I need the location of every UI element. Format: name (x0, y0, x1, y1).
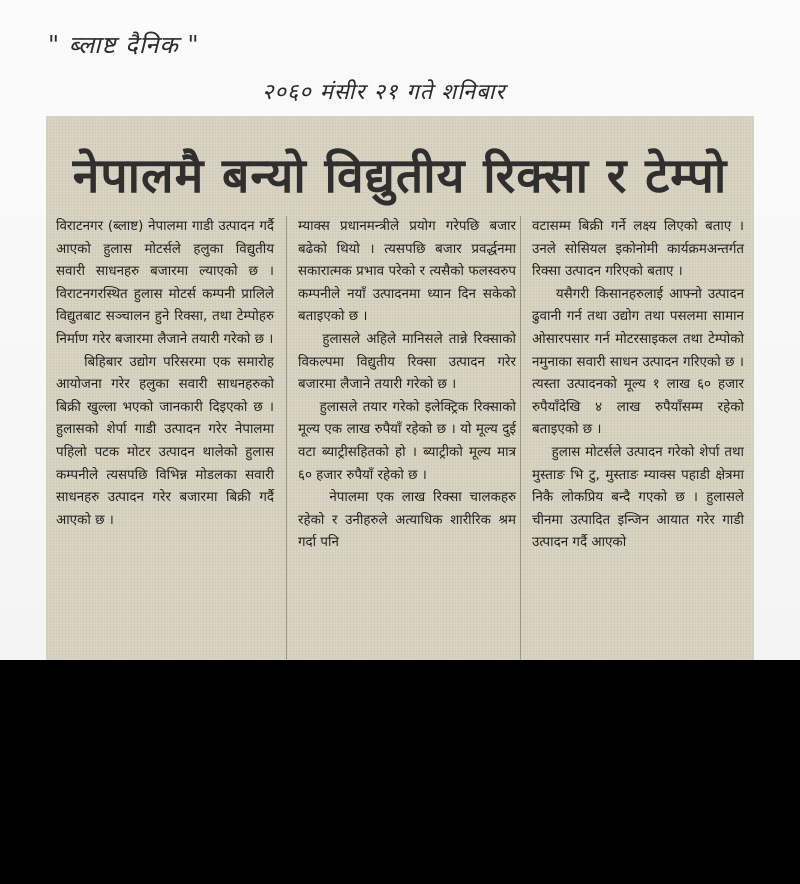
handwritten-source-note: " ब्लाष्ट दैनिक " (48, 31, 200, 59)
article-headline: नेपालमै बन्यो विद्युतीय रिक्सा र टेम्पो (72, 148, 728, 204)
handwritten-date-note: २०६० मंसीर २१ गते शनिबार (262, 80, 506, 105)
column-divider (520, 216, 521, 660)
news-clipping (46, 116, 754, 660)
column-divider (286, 216, 287, 660)
article-column-2: म्याक्स प्रधानमन्त्रीले प्रयोग गरेपछि बजार बढेको थियो । त्यसपछि बजार प्रवर्द्धनमा सकारात्मक प्रभाव परेको र त्यसैको फलस्वरुप कम्पनीले नयाँ उत्पादनमा ध्यान दिन सकेको बताइएको छ । हुलासले अहिले मानिसले तान्ने रिक्साको विकल्पमा विद्युतीय रिक्सा उत्पादन गरेर बजारमा लैजाने तयारी गरेको छ । हुलासले तयार गरेको इलेक्ट्रिक रिक्साको मूल्य एक लाख रुपैयाँ रहेको छ । यो मूल्य दुई वटा ब्याट्रीसहितको हो । ब्याट्रीको मूल्य मात्र ६० हजार रुपैयाँ रहेको छ । नेपालमा एक लाख रिक्सा चालकहरु रहेको र उनीहरुले अत्याधिक शारीरिक श्रम गर्दा पनि (298, 219, 516, 551)
article-column-3: वटासम्म बिक्री गर्ने लक्ष्य लिएको बताए । उनले सोसियल इकोनोमी कार्यक्रमअन्तर्गत रिक्सा उत्पादन गरिएको बताए । यसैगरी किसानहरुलाई आफ्नो उत्पादन ढुवानी गर्न तथा उद्योग तथा पसलमा सामान ओसारपसार गर्न मोटरसाइकल तथा टेम्पोको नमुनाका सवारी साधन उत्पादन गरिएको छ । त्यस्ता उत्पादनको मूल्य १ लाख ६० हजार रुपैयाँदेखि ४ लाख रुपैयाँसम्म रहेको बताइएको छ । हुलास मोटर्सले उत्पादन गरेको शेर्पा तथा मुस्ताङ भि टु, मुस्ताङ म्याक्स पहाडी क्षेत्रमा निकै लोकप्रिय बन्दै गएको छ । हुलासले चीनमा उत्पादित इन्जिन आयात गरेर गाडी उत्पादन गर्दै आएको (532, 219, 744, 551)
black-bottom-area (0, 660, 800, 884)
article-column-1: विराटनगर (ब्लाष्ट) नेपालमा गाडी उत्पादन गर्दै आएको हुलास मोटर्सले हलुका विद्युतीय सवारी साधनहरु बजारमा ल्याएको छ । विराटनगरस्थित हुलास मोटर्स कम्पनी प्रालिले विद्युतबाट सञ्चालन हुने रिक्सा, तथा टेम्पोहरु निर्माण गरेर बजारमा लैजाने तयारी गरेको छ । बिहिबार उद्योग परिसरमा एक समारोह आयोजना गरेर हलुका सवारी साधनहरुको बिक्री खुल्ला भएको जानकारी दिइएको छ । हुलासको शेर्पा गाडी उत्पादन गरेर नेपालमा पहिलो पटक मोटर उत्पादन थालेको हुलास कम्पनीले त्यसपछि विभिन्न मोडलका सवारी साधनहरु उत्पादन गरेर बजारमा बिक्री गर्दै आएको छ । (56, 219, 275, 528)
